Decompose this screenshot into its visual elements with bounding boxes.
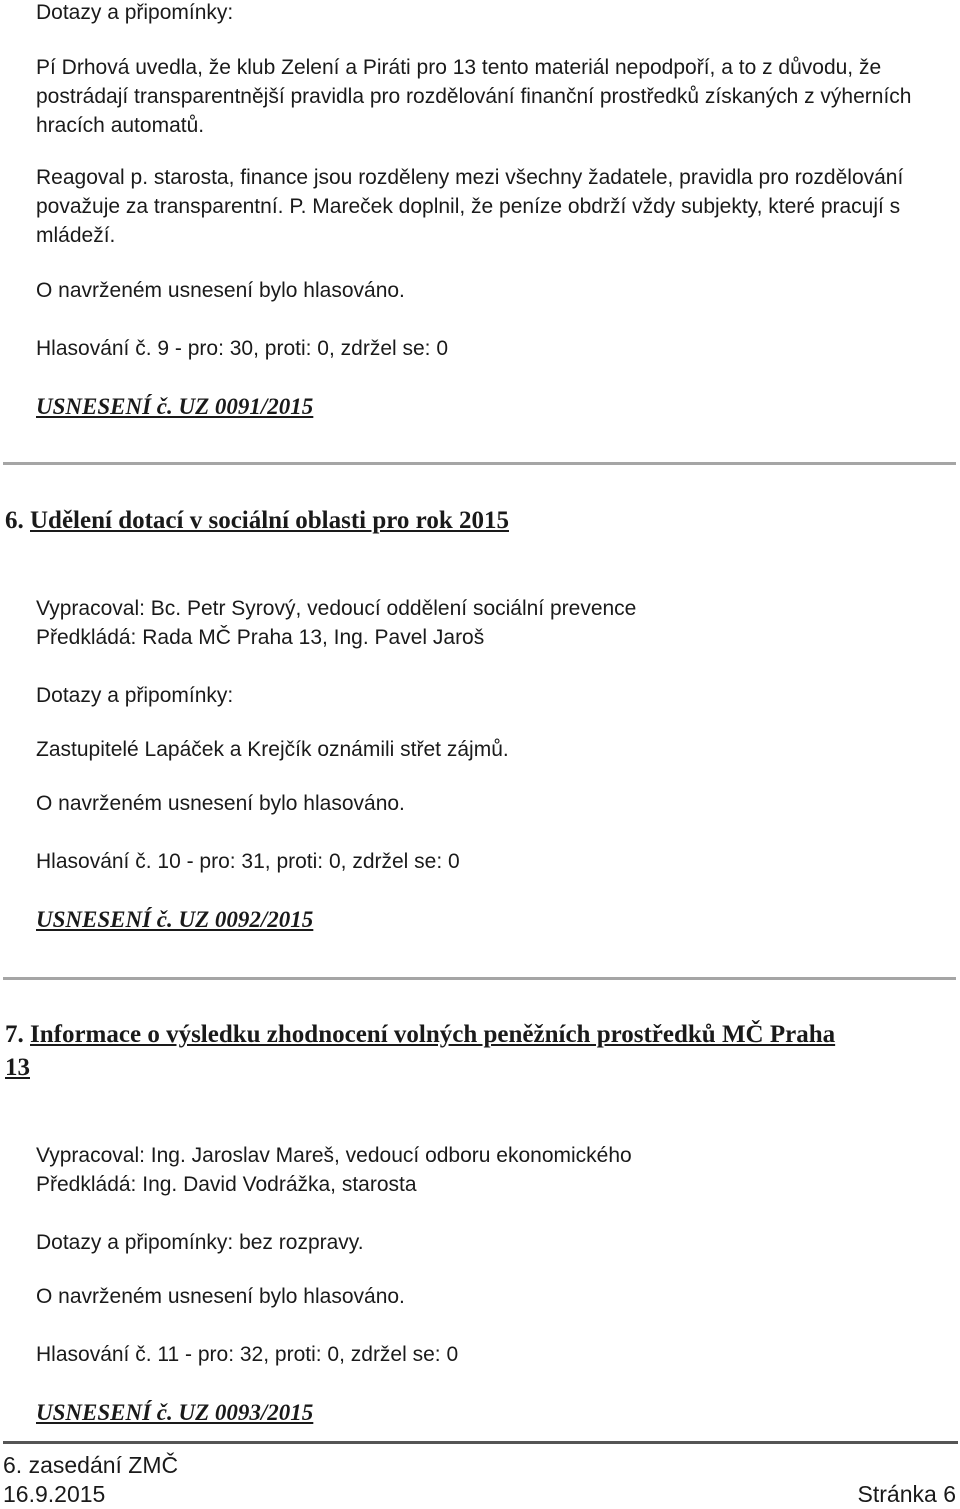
reply-paragraph: Reagoval p. starosta, finance jsou rozděleny mezi všechny žadatele, pravidla pro rozdělování považuje za transparentní. P. Mareček doplnil, že peníze obdrží vždy subjekty, které pracují s mládeží. bbox=[36, 166, 904, 247]
comments-line: Dotazy a připomínky: bez rozpravy. bbox=[36, 1231, 364, 1254]
vote-note: O navrženém usnesení bylo hlasováno. bbox=[36, 1285, 405, 1308]
comments-heading: Dotazy a připomínky: bbox=[36, 1, 234, 24]
section-divider bbox=[3, 462, 956, 465]
prepared-by: Vypracoval: Ing. Jaroslav Mareš, vedoucí odboru ekonomického bbox=[36, 1144, 632, 1167]
footer-meeting: 6. zasedání ZMČ bbox=[3, 1452, 179, 1478]
submitted-by: Předkládá: Ing. David Vodrážka, starosta bbox=[36, 1173, 417, 1196]
section-title: Udělení dotací v sociální oblasti pro rok 2015 bbox=[30, 507, 509, 534]
resolution-number: USNESENÍ č. UZ 0091/2015 bbox=[36, 394, 314, 419]
section-title-continuation: 13 bbox=[5, 1054, 30, 1081]
section-divider bbox=[3, 977, 956, 980]
footer-date: 16.9.2015 bbox=[3, 1481, 106, 1507]
comment-paragraph: Zastupitelé Lapáček a Krejčík oznámili střet zájmů. bbox=[36, 738, 509, 761]
section-number: 7. bbox=[5, 1021, 24, 1048]
vote-note: O navrženém usnesení bylo hlasováno. bbox=[36, 279, 405, 302]
footer-page-number: Stránka 6 bbox=[857, 1481, 956, 1507]
vote-result: Hlasování č. 11 - pro: 32, proti: 0, zdržel se: 0 bbox=[36, 1343, 459, 1366]
resolution-number: USNESENÍ č. UZ 0093/2015 bbox=[36, 1400, 314, 1425]
section-heading bbox=[5, 1018, 950, 1084]
footer-divider bbox=[3, 1441, 958, 1444]
submitted-by: Předkládá: Rada MČ Praha 13, Ing. Pavel Jaroš bbox=[36, 626, 485, 649]
section-heading bbox=[5, 504, 509, 537]
prepared-by: Vypracoval: Bc. Petr Syrový, vedoucí oddělení sociální prevence bbox=[36, 597, 637, 620]
section-number: 6. bbox=[5, 507, 24, 534]
vote-result: Hlasování č. 9 - pro: 30, proti: 0, zdržel se: 0 bbox=[36, 337, 449, 360]
section-title: Informace o výsledku zhodnocení volných peněžních prostředků MČ Praha bbox=[30, 1021, 836, 1048]
vote-note: O navrženém usnesení bylo hlasováno. bbox=[36, 792, 405, 815]
vote-result: Hlasování č. 10 - pro: 31, proti: 0, zdržel se: 0 bbox=[36, 850, 460, 873]
comment-paragraph: Pí Drhová uvedla, že klub Zelení a Piráti pro 13 tento materiál nepodpoří, a to z důvodu, že postrádají transparentnější pravidla pro rozdělování finanční prostředků získaných z výherních hracích automatů. bbox=[36, 56, 912, 137]
comments-heading: Dotazy a připomínky: bbox=[36, 684, 234, 707]
resolution-number: USNESENÍ č. UZ 0092/2015 bbox=[36, 907, 314, 932]
